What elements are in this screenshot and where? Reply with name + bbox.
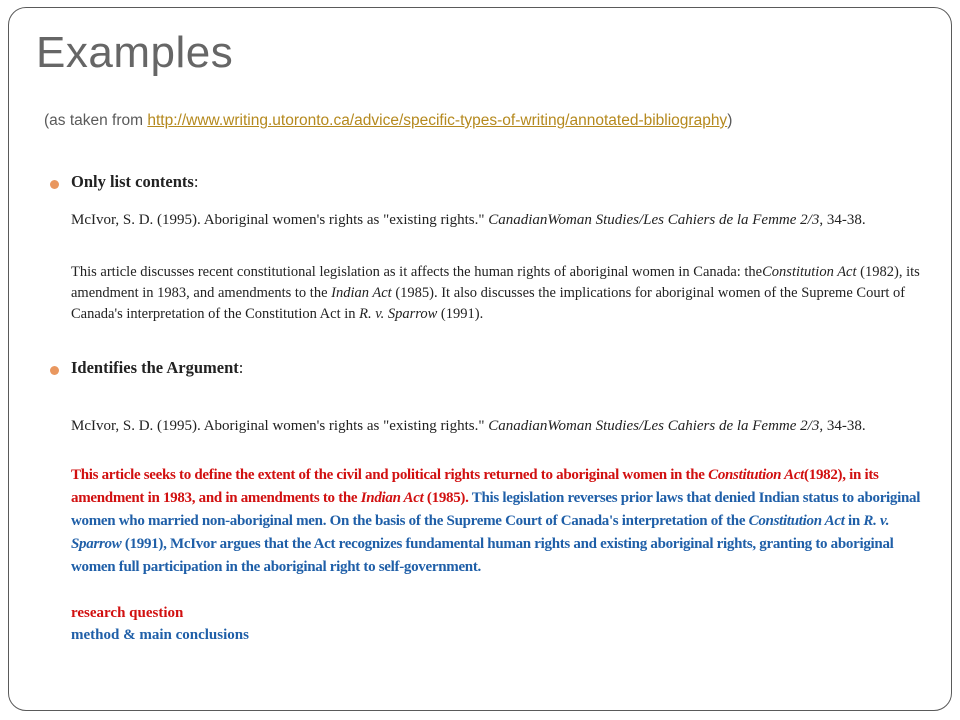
journal-title: CanadianWoman Studies/Les Cahiers de la Femme 2/3	[488, 418, 820, 434]
source-line	[44, 112, 732, 130]
research-question-text: This article seeks to define the extent of the civil and political rights returned to aboriginal women in the Constitution Act(1982), in its amendment in 1983, and in amendments to the Indian Act (1985).	[71, 467, 879, 506]
source-prefix: (as taken from	[44, 112, 148, 129]
annotation-1: This article discusses recent constitutional legislation as it affects the human rights of aboriginal women in Canada: theConstitution Act (1982), its amendment in 1983, and amendments to the Indian Act (1985). It also discusses the implications for aboriginal women of the Supreme Court of Canada's interpretation of the Constitution Act in R. v. Sparrow (1991).	[71, 264, 920, 322]
slide-title: Examples	[36, 28, 234, 77]
annotation-2	[71, 464, 931, 579]
source-suffix: )	[727, 112, 733, 129]
citation-1: McIvor, S. D. (1995). Aboriginal women's rights as "existing rights." CanadianWoman Studies/Les Cahiers de la Femme 2/3, 34-38.	[71, 212, 866, 228]
color-legend	[71, 602, 249, 646]
citation-2: McIvor, S. D. (1995). Aboriginal women's rights as "existing rights." CanadianWoman Studies/Les Cahiers de la Femme 2/3, 34-38.	[71, 418, 866, 434]
method-conclusions-text: This legislation reverses prior laws that denied Indian status to aboriginal women who married non-aboriginal men. On the basis of the Supreme Court of Canada's interpretation of the Constitution Act in R. v. Sparrow (1991), McIvor argues that the Act recognizes fundamental human rights and existing aboriginal rights, granting to aboriginal women full participation in the aboriginal right to self-government.	[71, 490, 921, 575]
legend-method-conclusions: method & main conclusions	[71, 627, 249, 643]
source-link[interactable]: http://www.writing.utoronto.ca/advice/specific-types-of-writing/annotated-bibliography	[147, 112, 728, 129]
journal-title: CanadianWoman Studies/Les Cahiers de la Femme 2/3	[488, 212, 820, 228]
section-heading-contents: Only list contents:	[71, 172, 199, 191]
bullet-icon	[50, 366, 59, 375]
bullet-icon	[50, 180, 59, 189]
section-heading-argument: Identifies the Argument:	[71, 358, 244, 377]
legend-research-question: research question	[71, 605, 184, 621]
